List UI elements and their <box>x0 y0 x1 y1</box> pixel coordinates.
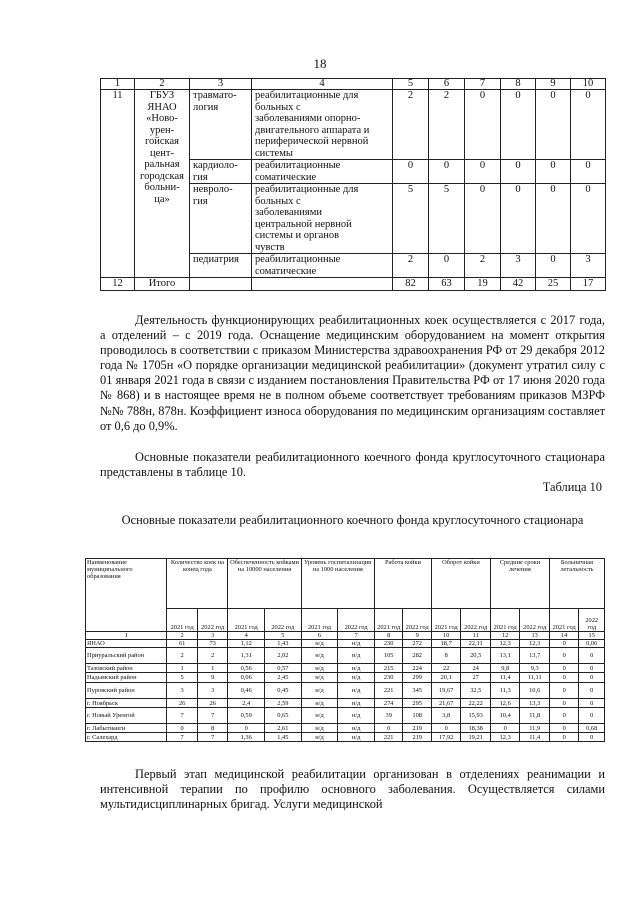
desc-line: реабилитационные для <box>255 90 359 101</box>
value-cell: 0 <box>549 683 579 699</box>
value-cell: 32,5 <box>461 683 491 699</box>
table-row <box>101 90 606 160</box>
col-num: 1 <box>101 79 135 90</box>
value-cell: 3 <box>167 683 198 699</box>
table-row <box>86 664 605 673</box>
value-cell: 0 <box>167 724 198 733</box>
year-cell: 2022 год <box>520 609 550 632</box>
value-cell: 0,68 <box>579 724 605 733</box>
value-cell: 7 <box>197 708 228 724</box>
municipality-name: Приуральский район <box>86 648 167 664</box>
value-cell: н/д <box>338 673 375 683</box>
value-cell: 13,7 <box>520 648 550 664</box>
value-cell: 219 <box>403 733 432 742</box>
value-cell: 1,43 <box>265 640 302 648</box>
table-row <box>86 724 605 733</box>
col-num: 8 <box>374 632 402 640</box>
col-num: 5 <box>265 632 302 640</box>
value-cell: 2 <box>167 648 198 664</box>
value-cell: 2 <box>197 648 228 664</box>
col-num: 3 <box>190 79 252 90</box>
value-cell: 22 <box>431 664 461 673</box>
value-cell: 9,8 <box>490 664 520 673</box>
value-cell: 12,6 <box>490 699 520 708</box>
value-cell: 0 <box>429 254 465 278</box>
value-cell: 0 <box>579 664 605 673</box>
value-cell: н/д <box>301 664 338 673</box>
col-num: 2 <box>167 632 198 640</box>
municipality-name: г. Ноябрьск <box>86 699 167 708</box>
year-cell: 2022 год <box>197 609 228 632</box>
org-line: ральная <box>144 159 180 170</box>
total-value: 42 <box>501 278 536 291</box>
value-cell: 108 <box>403 708 432 724</box>
year-cell: 2022 год <box>338 609 375 632</box>
col-num: 11 <box>461 632 491 640</box>
value-cell: 0 <box>465 160 501 184</box>
profile-line: гия <box>193 195 208 207</box>
col-num: 5 <box>393 79 429 90</box>
value-cell: н/д <box>338 724 375 733</box>
value-cell: н/д <box>301 640 338 648</box>
profile-cell <box>190 254 252 278</box>
value-cell: 11,8 <box>520 708 550 724</box>
value-cell: 1,12 <box>228 640 265 648</box>
value-cell: 2 <box>393 90 429 160</box>
empty-cell <box>190 278 252 291</box>
org-line: ЯНАО <box>147 101 177 113</box>
desc-line: системы и органов <box>255 230 340 241</box>
table-row <box>86 708 605 724</box>
desc-line: реабилитационные <box>255 160 341 171</box>
value-cell: н/д <box>301 673 338 683</box>
value-cell: 0 <box>579 648 605 664</box>
value-cell: 0 <box>431 724 461 733</box>
table-row <box>86 648 605 664</box>
indicators-table <box>85 558 605 742</box>
header-bed-work: Работа койки <box>374 559 431 609</box>
desc-line: реабилитационные для <box>255 184 359 195</box>
value-cell: 0 <box>429 160 465 184</box>
bed-type-cell <box>252 160 393 184</box>
value-cell: 221 <box>374 683 402 699</box>
value-cell: 5 <box>429 184 465 254</box>
total-value: 63 <box>429 278 465 291</box>
value-cell: 274 <box>374 699 402 708</box>
col-num: 10 <box>431 632 461 640</box>
value-cell: 61 <box>167 640 198 648</box>
col-num: 1 <box>86 632 167 640</box>
value-cell: 3 <box>571 254 606 278</box>
value-cell: 1,31 <box>228 648 265 664</box>
value-cell: н/д <box>301 699 338 708</box>
value-cell: 0,57 <box>265 664 302 673</box>
row-number: 11 <box>101 90 135 278</box>
header-municipality: Наименование муниципального образования <box>86 559 167 632</box>
value-cell: 0,06 <box>228 673 265 683</box>
desc-line: чувств <box>255 241 285 253</box>
header-hospitalization: Уровень госпитализации на 1000 населения <box>301 559 374 609</box>
table-row <box>86 733 605 742</box>
value-cell: 11,9 <box>520 724 550 733</box>
table-title: Основные показатели реабилитационного коечного фонда круглосуточного стационара <box>121 513 584 527</box>
header-bed-turnover: Оборот койки <box>431 559 490 609</box>
col-num: 7 <box>465 79 501 90</box>
value-cell: н/д <box>338 640 375 648</box>
desc-line: реабилитационные <box>255 254 341 265</box>
value-cell: 0 <box>501 184 536 254</box>
org-line: гойская <box>144 136 179 147</box>
value-cell: 0 <box>465 90 501 160</box>
value-cell: 0 <box>571 160 606 184</box>
col-num: 6 <box>429 79 465 90</box>
value-cell: 22,11 <box>461 640 491 648</box>
year-cell: 2021 год <box>431 609 461 632</box>
value-cell: 27 <box>461 673 491 683</box>
value-cell: н/д <box>301 733 338 742</box>
value-cell: 2 <box>393 254 429 278</box>
value-cell: 0 <box>501 90 536 160</box>
value-cell: 230 <box>374 640 402 648</box>
desc-line: заболеваниями <box>255 207 322 218</box>
value-cell: 7 <box>167 733 198 742</box>
value-cell: н/д <box>301 724 338 733</box>
table-row <box>86 673 605 683</box>
value-cell: 11,4 <box>520 733 550 742</box>
value-cell: н/д <box>301 708 338 724</box>
value-cell: 345 <box>403 683 432 699</box>
value-cell: 0 <box>571 90 606 160</box>
col-num: 13 <box>520 632 550 640</box>
value-cell: 295 <box>403 699 432 708</box>
value-cell: 0 <box>549 724 579 733</box>
year-cell: 2021 год <box>374 609 402 632</box>
value-cell: 3 <box>501 254 536 278</box>
desc-line: периферической нервной <box>255 136 369 147</box>
paragraph-indicators <box>100 450 605 480</box>
year-cell: 2022 год <box>403 609 432 632</box>
org-line: больни- <box>144 182 180 193</box>
value-cell: 0 <box>549 648 579 664</box>
total-value: 17 <box>571 278 606 291</box>
total-label: Итого <box>135 278 190 291</box>
empty-cell <box>252 278 393 291</box>
profile-line: травмато- <box>193 90 237 101</box>
col-num: 10 <box>571 79 606 90</box>
municipality-name: г. Новый Уренгой <box>86 708 167 724</box>
municipality-name: Надымский район <box>86 673 167 683</box>
value-cell: 0 <box>549 664 579 673</box>
year-cell: 2021 год <box>549 609 579 632</box>
bed-type-cell <box>252 90 393 160</box>
value-cell: 1 <box>197 664 228 673</box>
value-cell: 2,61 <box>265 724 302 733</box>
paragraph-text: Деятельность функционирующих реабилитационных коек осуществляется с 2017 года, а отделений – с 2019 года. Оснащение медицинским оборудованием на момент открытия проводилось в соответствии с приказом Министерства здравоохранения РФ от 29 декабря 2012 года № 1705н «О порядке организации медицинской реабилитации» (документ утратил силу с 01 января 2021 года в связи с изданием постановления Правительства РФ от 17 июня 2020 года № 868) и в настоящее время не в полном объеме соответствует требованиям приказов МЗРФ №№ 788н, 878н. Коэффициент износа оборудования по медицинским организациям составляет от 0,6 до 0,9%. <box>100 313 605 433</box>
col-num: 9 <box>403 632 432 640</box>
value-cell: 0 <box>571 184 606 254</box>
value-cell: 2 <box>429 90 465 160</box>
value-cell: 0 <box>393 160 429 184</box>
profile-line: педиатрия <box>193 254 239 265</box>
org-line: «Ново- <box>146 113 178 124</box>
value-cell: 7 <box>197 733 228 742</box>
value-cell: 11,4 <box>490 673 520 683</box>
value-cell: н/д <box>338 664 375 673</box>
col-num: 4 <box>228 632 265 640</box>
table-row <box>86 683 605 699</box>
paragraph-first-stage <box>100 767 605 812</box>
desc-line: заболеваниями опорно- <box>255 113 361 124</box>
value-cell: 219 <box>403 724 432 733</box>
profile-cell <box>190 90 252 160</box>
value-cell: н/д <box>338 708 375 724</box>
indicators-body <box>86 640 605 742</box>
value-cell: 272 <box>403 640 432 648</box>
col-num: 7 <box>338 632 375 640</box>
page-number: 18 <box>313 56 327 71</box>
org-line: ГБУЗ <box>149 90 175 101</box>
value-cell: 0 <box>536 254 571 278</box>
value-cell: 0 <box>549 673 579 683</box>
col-num: 14 <box>549 632 579 640</box>
col-num: 3 <box>197 632 228 640</box>
value-cell: 0 <box>501 160 536 184</box>
value-cell: 12,3 <box>490 733 520 742</box>
value-cell: 2,45 <box>265 673 302 683</box>
value-cell: 215 <box>374 664 402 673</box>
value-cell: 11,3 <box>490 683 520 699</box>
bed-type-cell <box>252 184 393 254</box>
value-cell: 0 <box>549 640 579 648</box>
value-cell: 0 <box>549 699 579 708</box>
profile-line: гия <box>193 171 208 183</box>
year-cell: 2022 год <box>265 609 302 632</box>
value-cell: 20,5 <box>461 648 491 664</box>
column-number-row <box>101 79 606 90</box>
value-cell: 26 <box>197 699 228 708</box>
value-cell: 10,6 <box>520 683 550 699</box>
value-cell: 0,56 <box>228 664 265 673</box>
profile-cell <box>190 184 252 254</box>
row-number: 12 <box>101 278 135 291</box>
value-cell: 221 <box>374 733 402 742</box>
year-cell: 2021 год <box>301 609 338 632</box>
value-cell: 0 <box>374 724 402 733</box>
desc-line: соматические <box>255 265 317 277</box>
paragraph-text: Основные показатели реабилитационного коечного фонда круглосуточного стационара представлены в таблице 10. <box>100 450 605 480</box>
value-cell: 22,22 <box>461 699 491 708</box>
value-cell: 26 <box>167 699 198 708</box>
value-cell: 5 <box>393 184 429 254</box>
value-cell: 224 <box>403 664 432 673</box>
municipality-name: Тазовский район <box>86 664 167 673</box>
col-num: 2 <box>135 79 190 90</box>
value-cell: 0 <box>579 683 605 699</box>
value-cell: 13,3 <box>520 699 550 708</box>
value-cell: 0 <box>465 184 501 254</box>
value-cell: 0 <box>536 184 571 254</box>
value-cell: 24 <box>461 664 491 673</box>
value-cell: 282 <box>403 648 432 664</box>
value-cell: 8 <box>431 648 461 664</box>
value-cell: 0 <box>579 699 605 708</box>
value-cell: 230 <box>374 673 402 683</box>
col-num: 9 <box>536 79 571 90</box>
value-cell: 11,11 <box>520 673 550 683</box>
value-cell: 0 <box>549 733 579 742</box>
value-cell: 0,45 <box>265 683 302 699</box>
desc-line: соматические <box>255 171 317 183</box>
value-cell: 19,67 <box>431 683 461 699</box>
col-num: 12 <box>490 632 520 640</box>
profile-cell <box>190 160 252 184</box>
profile-line: невроло- <box>193 184 233 195</box>
value-cell: 17,92 <box>431 733 461 742</box>
total-value: 19 <box>465 278 501 291</box>
value-cell: 2,4 <box>228 699 265 708</box>
org-line: городская <box>140 170 184 182</box>
total-value: 82 <box>393 278 429 291</box>
value-cell: н/д <box>301 683 338 699</box>
desc-line: больных с <box>255 195 301 207</box>
value-cell: 1,36 <box>228 733 265 742</box>
value-cell: 0 <box>536 90 571 160</box>
col-num: 15 <box>579 632 605 640</box>
value-cell: н/д <box>338 683 375 699</box>
org-line: ца» <box>154 193 170 205</box>
value-cell: 3 <box>197 683 228 699</box>
desc-line: системы <box>255 147 293 159</box>
col-num: 4 <box>252 79 393 90</box>
value-cell: 0,46 <box>228 683 265 699</box>
header-beds: Количество коек на конец года <box>167 559 228 609</box>
value-cell: 12,3 <box>520 640 550 648</box>
col-num: 6 <box>301 632 338 640</box>
value-cell: 21,67 <box>431 699 461 708</box>
value-cell: н/д <box>338 733 375 742</box>
value-cell: 9,3 <box>520 664 550 673</box>
value-cell: 0 <box>228 724 265 733</box>
value-cell: 18,7 <box>431 640 461 648</box>
col-num: 8 <box>501 79 536 90</box>
value-cell: 3,8 <box>431 708 461 724</box>
value-cell: 0 <box>536 160 571 184</box>
desc-line: двигательного аппарата и <box>255 124 370 136</box>
value-cell: 73 <box>197 640 228 648</box>
org-line: урен- <box>149 124 175 136</box>
header-mortality: Больничная летальность <box>549 559 604 609</box>
value-cell: 105 <box>374 648 402 664</box>
value-cell: 39 <box>374 708 402 724</box>
value-cell: 2,02 <box>265 648 302 664</box>
table-row <box>86 640 605 648</box>
year-cell: 2021 год <box>490 609 520 632</box>
value-cell: 2 <box>465 254 501 278</box>
value-cell: 0 <box>579 673 605 683</box>
paragraph-text: Первый этап медицинской реабилитации организован в отделениях реанимации и интенсивной терапии по профилю основного заболевания. Осуществляется силами мультидисциплинарных бригад. Услуги медицинской <box>100 767 605 812</box>
paragraph-activity <box>100 313 605 434</box>
municipality-name: г. Лабытнанги <box>86 724 167 733</box>
value-cell: н/д <box>301 648 338 664</box>
org-line: цент- <box>150 147 174 159</box>
desc-line: больных с <box>255 101 301 113</box>
municipality-name: г. Салехард <box>86 733 167 742</box>
value-cell: 0,59 <box>228 708 265 724</box>
rehab-beds-table <box>100 78 606 291</box>
year-cell: 2021 год <box>167 609 198 632</box>
value-cell: 7 <box>167 708 198 724</box>
value-cell: 20,1 <box>431 673 461 683</box>
header-row <box>86 559 605 609</box>
header-avg-stay: Средние сроки лечения <box>490 559 549 609</box>
value-cell: 18,38 <box>461 724 491 733</box>
profile-line: кардиоло- <box>193 160 238 171</box>
value-cell: 15,93 <box>461 708 491 724</box>
value-cell: 12,3 <box>490 640 520 648</box>
profile-line: логия <box>193 101 219 113</box>
value-cell: 0 <box>579 733 605 742</box>
column-number-row <box>86 632 605 640</box>
value-cell: 1,45 <box>265 733 302 742</box>
value-cell: 0 <box>579 708 605 724</box>
organization-name <box>135 90 190 278</box>
value-cell: 0 <box>549 708 579 724</box>
municipality-name: Пуровский район <box>86 683 167 699</box>
value-cell: 9 <box>197 673 228 683</box>
value-cell: 0,65 <box>265 708 302 724</box>
year-cell: 2022 год <box>579 609 605 632</box>
value-cell: н/д <box>338 699 375 708</box>
table-label: Таблица 10 <box>542 480 602 494</box>
value-cell: 0,06 <box>579 640 605 648</box>
value-cell: 10,4 <box>490 708 520 724</box>
value-cell: 2,59 <box>265 699 302 708</box>
value-cell: 5 <box>167 673 198 683</box>
value-cell: 19,21 <box>461 733 491 742</box>
value-cell: 8 <box>197 724 228 733</box>
total-value: 25 <box>536 278 571 291</box>
value-cell: 299 <box>403 673 432 683</box>
value-cell: 0 <box>490 724 520 733</box>
bed-type-cell <box>252 254 393 278</box>
value-cell: 1 <box>167 664 198 673</box>
table-row <box>86 699 605 708</box>
year-cell: 2021 год <box>228 609 265 632</box>
total-row <box>101 278 606 291</box>
value-cell: 13,1 <box>490 648 520 664</box>
value-cell: н/д <box>338 648 375 664</box>
year-cell: 2022 год <box>461 609 491 632</box>
header-provision: Обеспеченность койками на 10000 населения <box>228 559 301 609</box>
desc-line: центральной нервной <box>255 218 352 230</box>
municipality-name: ЯНАО <box>86 640 167 648</box>
